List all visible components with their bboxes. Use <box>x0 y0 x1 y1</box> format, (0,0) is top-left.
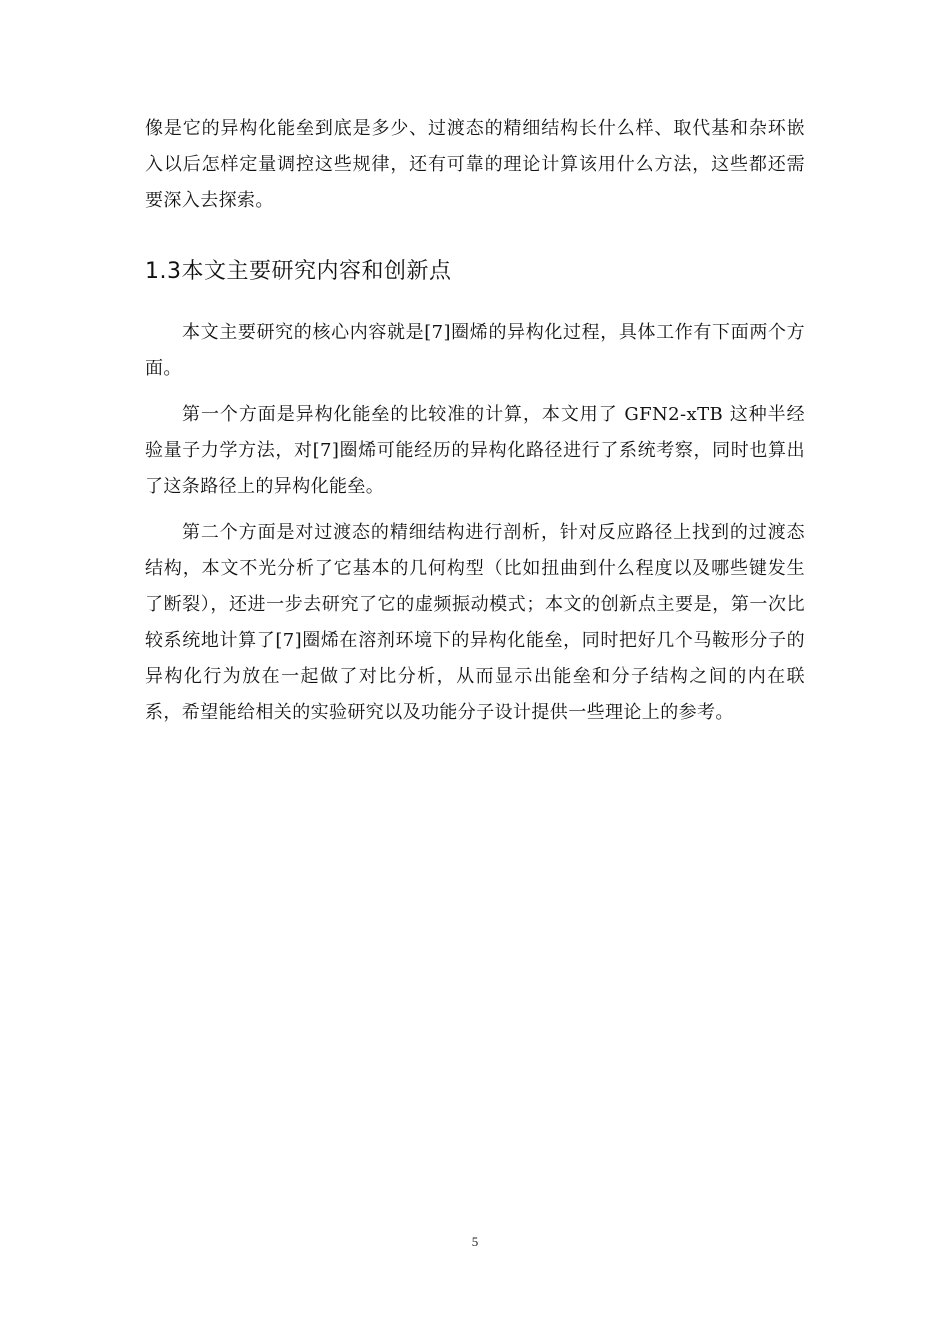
page-number: 5 <box>471 1234 479 1249</box>
section-heading: 1.3本文主要研究内容和创新点 <box>145 259 452 284</box>
paragraph-energy-barrier: 第一个方面是异构化能垒的比较准的计算，本文用了 GFN2-xTB 这种半经验量子力学方法，对[7]圈烯可能经历的异构化路径进行了系统考察，同时也算出了这条路径上的异构化能垒。 <box>145 404 805 497</box>
document-page <box>145 111 805 731</box>
continued-paragraph: 像是它的异构化能垒到底是多少、过渡态的精细结构长什么样、取代基和杂环嵌入以后怎样定量调控这些规律，还有可靠的理论计算该用什么方法，这些都还需要深入去探索。 <box>145 118 805 211</box>
paragraph-transition-state: 第二个方面是对过渡态的精细结构进行剖析，针对反应路径上找到的过渡态结构，本文不光分析了它基本的几何构型（比如扭曲到什么程度以及哪些键发生了断裂），还进一步去研究了它的虚频振动模式；本文的创新点主要是，第一次比较系统地计算了[7]圈烯在溶剂环境下的异构化能垒，同时把好几个马鞍形分子的异构化行为放在一起做了对比分析，从而显示出能垒和分子结构之间的内在联系，希望能给相关的实验研究以及功能分子设计提供一些理论上的参考。 <box>145 522 805 723</box>
paragraph-research-overview: 本文主要研究的核心内容就是[7]圈烯的异构化过程，具体工作有下面两个方面。 <box>145 322 805 379</box>
